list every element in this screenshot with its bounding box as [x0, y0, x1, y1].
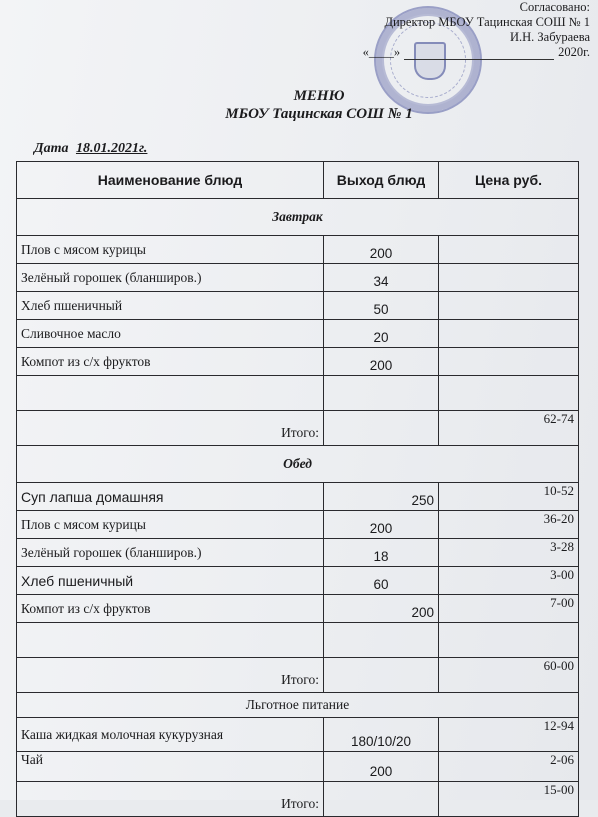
dish-output: 200 [324, 511, 439, 539]
dish-output: 250 [324, 483, 439, 511]
dish-name: Чай [17, 752, 324, 782]
dish-price [439, 292, 579, 320]
dish-output: 200 [324, 236, 439, 264]
table-row [17, 483, 579, 511]
dish-output: 200 [324, 595, 439, 623]
menu-date [34, 141, 147, 157]
date-label: Дата [34, 141, 69, 156]
dish-output: 180/10/20 [324, 718, 439, 752]
total-value: 62-74 [439, 411, 579, 446]
dish-price: 3-00 [439, 567, 579, 595]
table-row [17, 539, 579, 567]
total-value: 15-00 [439, 782, 579, 817]
header-dish-name: Наименование блюд [17, 162, 324, 199]
dish-name: Сливочное масло [17, 320, 324, 348]
section-lunch-title: Обед [17, 446, 579, 483]
dish-name: Хлеб пшеничный [17, 567, 324, 595]
table-row [17, 752, 579, 782]
dish-name: Зелёный горошек (бланширов.) [17, 264, 324, 292]
page-subtitle: МБОУ Тацинская СОШ № 1 [225, 106, 413, 122]
dish-name: Плов с мясом курицы [17, 236, 324, 264]
approval-date-day: «____» [362, 45, 401, 59]
total-label: Итого: [17, 411, 324, 446]
table-row [17, 567, 579, 595]
dish-name: Зелёный горошек (бланширов.) [17, 539, 324, 567]
header-price: Цена руб. [439, 162, 579, 199]
lunch-total-row [17, 658, 579, 693]
section-breakfast-title: Завтрак [17, 199, 579, 236]
approval-signer: И.Н. Забураева [509, 30, 590, 44]
dish-price: 7-00 [439, 595, 579, 623]
empty-row [17, 376, 579, 411]
dish-price [439, 264, 579, 292]
table-row [17, 264, 579, 292]
dish-price [439, 236, 579, 264]
dish-price: 12-94 [439, 718, 579, 752]
dish-price: 36-20 [439, 511, 579, 539]
date-value: 18.01.2021г. [75, 141, 148, 156]
header-output: Выход блюд [324, 162, 439, 199]
table-row [17, 320, 579, 348]
total-value: 60-00 [439, 658, 579, 693]
table-row [17, 236, 579, 264]
approval-block [320, 0, 590, 60]
approval-date-blank [404, 45, 554, 60]
dish-output: 34 [324, 264, 439, 292]
breakfast-total-row [17, 411, 579, 446]
dish-name: Компот из с/х фруктов [17, 348, 324, 376]
dish-name: Плов с мясом курицы [17, 511, 324, 539]
approval-date-line [320, 45, 590, 60]
dish-output: 20 [324, 320, 439, 348]
total-label: Итого: [17, 782, 324, 817]
table-row [17, 348, 579, 376]
dish-output: 60 [324, 567, 439, 595]
dish-output: 200 [324, 348, 439, 376]
table-row [17, 718, 579, 752]
empty-row [17, 623, 579, 658]
approval-position: Директор МБОУ Тацинская СОШ № 1 [384, 15, 590, 29]
table-row [17, 595, 579, 623]
table-row [17, 511, 579, 539]
approval-heading: Согласовано: [519, 0, 590, 14]
dish-output: 18 [324, 539, 439, 567]
dish-output: 200 [324, 752, 439, 782]
table-header-row [17, 162, 579, 199]
dish-price [439, 348, 579, 376]
section-benefit-title: Льготное питание [17, 693, 579, 718]
benefit-total-row [17, 782, 579, 817]
table-row [17, 292, 579, 320]
total-label: Итого: [17, 658, 324, 693]
dish-price [439, 320, 579, 348]
dish-name: Компот из с/х фруктов [17, 595, 324, 623]
approval-date-year: 2020г. [558, 45, 590, 59]
menu-table [16, 161, 579, 817]
page-title: МЕНЮ [293, 88, 345, 104]
dish-name: Каша жидкая молочная кукурузная [17, 718, 324, 752]
dish-name: Хлеб пшеничный [17, 292, 324, 320]
dish-output: 50 [324, 292, 439, 320]
dish-name: Суп лапша домашняя [17, 483, 324, 511]
dish-price: 3-28 [439, 539, 579, 567]
dish-price: 10-52 [439, 483, 579, 511]
dish-price: 2-06 [439, 752, 579, 782]
